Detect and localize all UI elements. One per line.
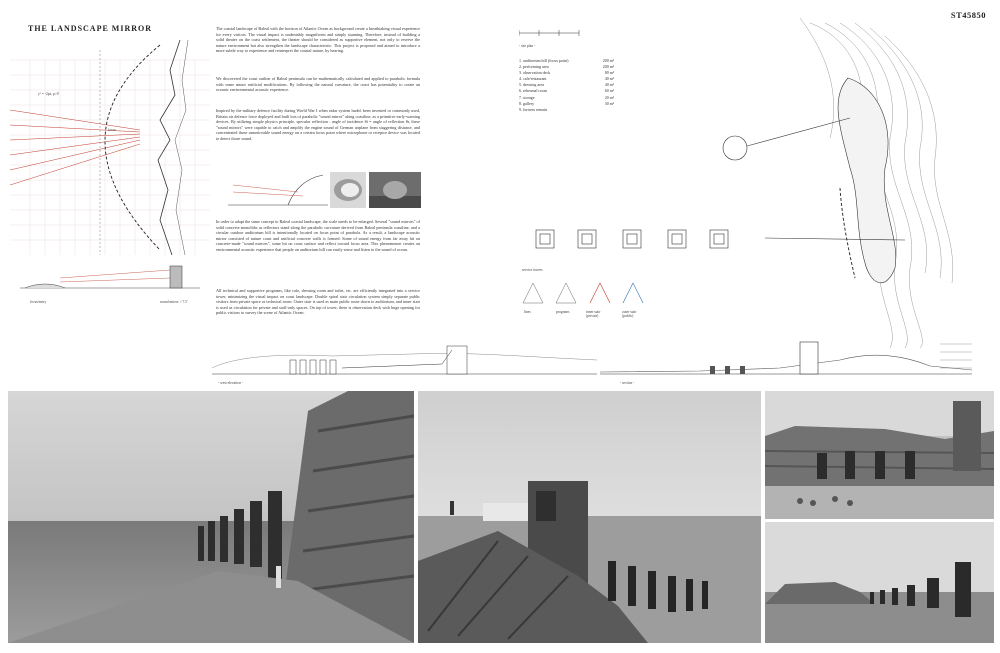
sound-mirror-photo-2 [369,172,421,208]
legend-row: 9. fortress remain [519,106,548,112]
site-plan-legend [519,58,614,113]
entry-code: ST45850 [950,10,986,20]
legend-row: 5. dressing area 40 m² [519,82,614,88]
west-elevation-drawing [212,338,597,382]
circulation-diagrams [518,278,646,308]
circulation-label-2: programs [556,310,570,314]
legend-row: 8. gallery 30 m² [519,100,614,106]
paragraph-1: The coastal landscape of Baleal with the horizon of Atlantic Ocean as background create a breathtaking visual experience for every visitors. The visual impact is undeniably magnificent and simply stunning. Therefore, instead of building a solid theater on the coast settlement, the theater should be considered as supportive element, not only to reserve the nature environment but also strengthen the landscape characteristic. This project is proposed and aimed to introduce a more subtle way to experience and reinterpret the coastal nature, by hearing. [216,26,420,54]
service-towers-label: service towers [522,268,543,272]
diagram-right-label: sound mirror > 7.5' [160,300,188,304]
service-tower-plans [528,222,738,256]
parabola-formula: y² = -2px, p>0 [38,92,59,96]
parabola-diagram [10,40,210,270]
diagram-left-label: focus/entry [30,300,47,304]
render-walkway [8,391,414,643]
site-plan-label: - site plan - [519,44,536,48]
render-auditorium [765,391,994,519]
paragraph-4: In order to adapt the same concept to Baleal coastal landscape, the scale needs to be enlarged. Several "sound mirrors" of solid concrete monoliths as reflectors stand along the parabolic curvature derived from Baleal peninsula coastline, and a circular outdoor auditorium hill is intentionally located on focus point of parabola. As a result, a landscape acoustic mirror consisted of nature coast and artificial concrete walls is formed. Some of sound energy from far away hit on concrete-made "sound mirrors", some hit on coast surface and reflect toward focus area. This phenomenon creates an environmental acoustic experience that people on auditorium hill can easily sense and listen to the sound of ocean. [216,219,420,252]
sound-mirror-photo-1 [330,172,366,208]
circulation-label-3: inner stair (private) [586,310,601,318]
legend-row: 4. cafe/restaurant 40 m² [519,76,614,82]
paragraph-2: We discovered the coast outline of Baleal peninsula can be mathematically calculated and applied to parabolic formula with some minor artificial modifications. By following the natural curvature, the coast has potentiality to create an oceanic environmental acoustic experience. [216,76,420,93]
legend-row: 1. auditorium hill (focus point) 200 m² [519,58,614,63]
section-drawing [600,338,972,382]
legend-row: 2. performing area 200 m² [519,64,614,70]
circulation-label-4: outer stair (public) [622,310,637,318]
render-sea-walls [765,522,994,643]
site-plan-drawing [690,18,980,348]
render-tower [418,391,761,643]
reflection-diagram [228,170,328,210]
west-elevation-label: - west elevation - [218,381,243,385]
scale-bar [519,29,589,37]
legend-row: 3. observation deck 80 m² [519,70,614,76]
focus-label: focus [108,128,116,132]
paragraph-3: Inspired by the military defence facility during World War I when radar system hadn't been invented or commonly used, Britain air defence force deployed and built lots of parabolic "sound mirror" along coastline, as a primitive early-warning devices. By utilizing simple physics principle, specular reflection : angle of incidence θi = angle of reflection θr, these "sound mirrors" were capable to catch and amplify the engine sound of German airplane from staggering distance, and concentrated those unnoticeable sound energy on a certain focus point where microphone or receptor device was located to detect those sound. [216,108,420,141]
paragraph-5: All technical and supportive programs, like cafe, dressing room and toilet, etc. are efficiently integrated into a service tower, minimizing the visual impact on coast landscape. Double spiral stair circulation system simply separate public visitors from private space or technical room. Outer stair is used as main public route down to auditorium, and inner stair is used as circulation for private and staff-only spaces. On top of tower, there is observation deck with huge opening for public visitors to survey the scene of Atlantic Ocean. [216,288,420,316]
legend-row: 6. rehearsal room 60 m² [519,88,614,94]
section-label: - section - [620,381,635,385]
circulation-label-1: lines [524,310,531,314]
page-title: THE LANDSCAPE MIRROR [28,24,153,33]
legend-row: 7. storage 20 m² [519,94,614,100]
